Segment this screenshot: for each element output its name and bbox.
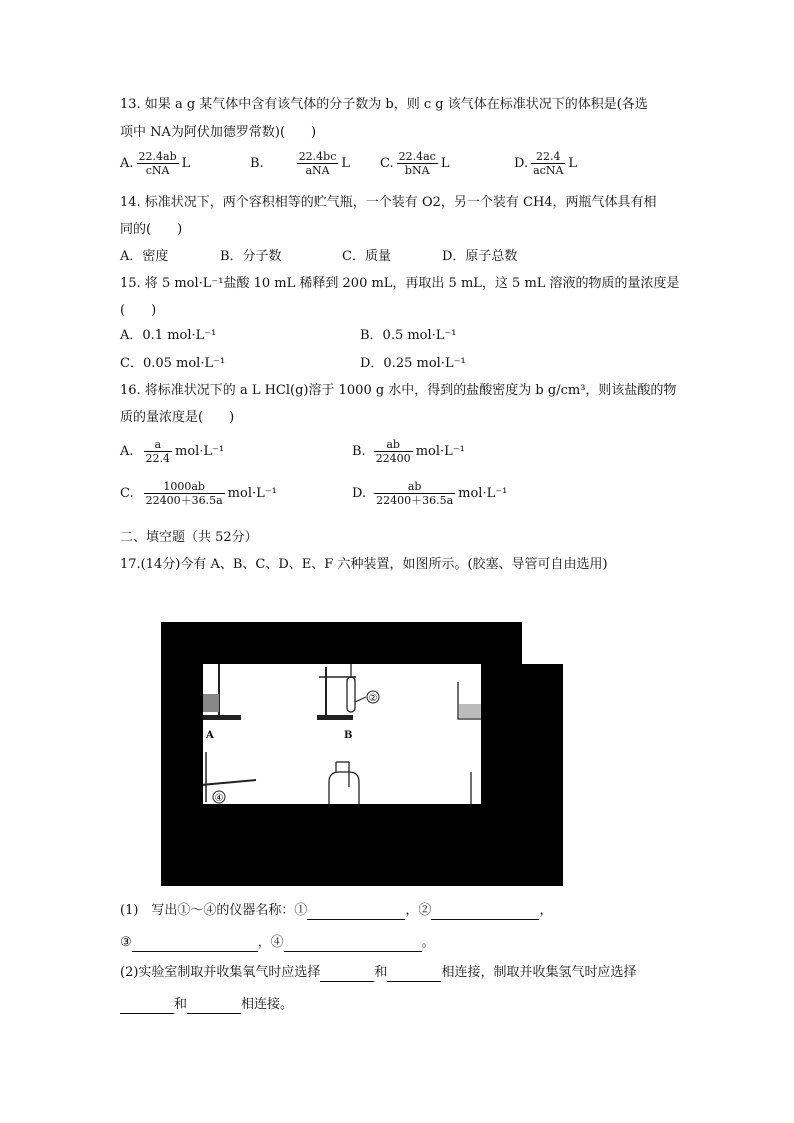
q13-line2: 项中 NA为阿伏加德罗常数)( ): [120, 125, 317, 140]
blank-2[interactable]: [431, 905, 539, 920]
figure-label-b: B: [344, 730, 353, 741]
blank-4[interactable]: [284, 937, 422, 952]
blank-8[interactable]: [187, 999, 241, 1014]
q14-line2: 同的( ): [120, 222, 183, 237]
q13-line1: 13. 如果 a g 某气体中含有该气体的分子数为 b，则 c g 该气体在标准状况下的体积是(各选: [120, 97, 648, 112]
figure-label-circle4: ④: [214, 793, 224, 804]
blank-7[interactable]: [120, 999, 174, 1014]
apparatus-figure: [161, 622, 563, 886]
blank-5[interactable]: [320, 967, 374, 982]
q15-option-c: C．0.05 mol·L⁻¹: [120, 356, 226, 371]
q14-line1: 14. 标准状况下，两个容积相等的贮气瓶，一个装有 O2，另一个装有 CH4，两瓶气体具有相: [120, 195, 657, 210]
blank-1[interactable]: [307, 905, 405, 920]
q16-line1: 16. 将标准状况下的 a L HCl(g)溶于 1000 g 水中，得到的盐酸密度为 b g/cm³，则该盐酸的物: [120, 383, 677, 398]
q17-sub2-line2: 和 相连接。: [120, 996, 293, 1014]
q15-line1: 15. 将 5 mol·L⁻¹盐酸 10 mL 稀释到 200 mL，再取出 5 mL，这 5 mL 溶液的物质的量浓度是: [120, 276, 680, 291]
q14-option-a: A．密度: [120, 249, 169, 264]
q14-option-d: D．原子总数: [442, 249, 518, 264]
figure-label-a: A: [206, 730, 214, 741]
blank-3[interactable]: [132, 937, 258, 952]
figure-label-circle2: ②: [368, 693, 378, 704]
q16-option-a: A. $\frac{a}{22.4}$ mol·L⁻¹: [120, 438, 225, 465]
redaction-bottom: [161, 804, 522, 886]
q13-option-b: B. $\frac{22.4bc}{\text{aNA}}$ L: [250, 150, 351, 177]
q14-option-b: B．分子数: [220, 249, 282, 264]
q17-sub1-line1: (1) 写出①～④的仪器名称：① ，② ，: [120, 903, 553, 918]
q13-option-c: C. $\frac{22.4ac}{\text{bNA}}$ L: [380, 150, 450, 177]
q15-option-d: D．0.25 mol·L⁻¹: [360, 356, 466, 371]
q16-option-b: B. $\frac{ab}{22400}$ mol·L⁻¹: [352, 438, 465, 465]
q13-option-a: A. $\frac{22.4ab}{\text{cNA}}$ L: [120, 150, 191, 177]
blank-6[interactable]: [387, 967, 441, 982]
q15-option-a: A．0.1 mol·L⁻¹: [120, 328, 217, 343]
q16-line2: 质的量浓度是( ): [120, 410, 235, 425]
q17-intro: 17.(14分)今有 A、B、C、D、E、F 六种装置，如图所示。(胶塞、导管可自由选用): [120, 557, 608, 572]
q13-option-d: D. $\frac{22.4}{\text{acNA}}$ L: [514, 150, 578, 177]
q17-sub2-line1: (2)实验室制取并收集氧气时应选择 和 相连接，制取并收集氢气时应选择: [120, 965, 637, 980]
q14-option-c: C．质量: [342, 249, 391, 264]
q16-option-c: C. $\frac{1000ab}{22400+36.5a}$ mol·L⁻¹: [120, 480, 277, 507]
q15-option-b: B．0.5 mol·L⁻¹: [360, 328, 457, 343]
q17-sub1-line2: ③ ，④ 。: [120, 935, 435, 950]
q16-option-d: D. $\frac{ab}{22400+36.5a}$ mol·L⁻¹: [352, 480, 508, 507]
section-heading: 二、填空题（共 52分）: [120, 530, 258, 545]
redaction-top: [161, 622, 522, 664]
q15-line2: ( ): [120, 303, 157, 318]
